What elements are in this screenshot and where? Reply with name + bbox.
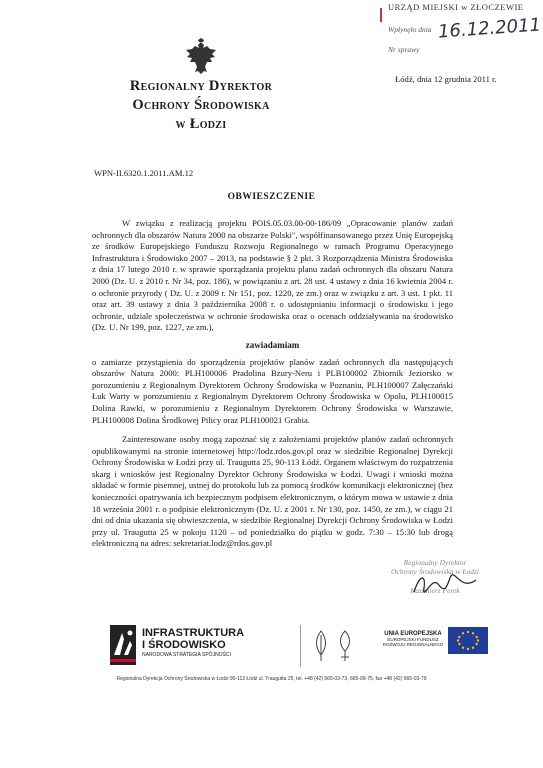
stamp-received-date: 16.12.2011 [437,14,542,43]
eu-line2: EUROPEJSKI FUNDUSZ [387,637,439,642]
logo1-line3: NARODOWA STRATEGIA SPÓJNOŚCI [142,652,231,658]
place-date: Łódź, dnia 12 grudnia 2011 r. [395,74,497,84]
stamp-office: URZĄD MIEJSKI w ZŁOCZEWIE [388,2,524,12]
stamp-bar [380,8,382,22]
document-body [92,218,453,550]
leaf-emblem-icon [313,629,329,665]
reference-number: WPN-II.6320.1.2011.AM.12 [94,168,194,178]
environment-fund-emblem-icon [336,629,354,665]
paragraph-legal-basis: W związku z realizacją projektu POIS.05.03.00-00-186/09 „Opracowanie planów zadań ochronnych dla obszarów Natura 2000 na obszarze Polski", współfinansowanego przez Unię Europejską ze środków Europejskiego Funduszu Rozwoju Regionalnego w ramach Programu Operacyjnego Infrastruktura i Środowisko 2007 – 2013, na podstawie § 2 pkt. 3 Rozporządzenia Ministra Środowiska z dnia 17 lutego 2010 r. w sprawie sporządzania projektu planu zadań ochronnych dla obszaru Natura 2000 (Dz. U. z 2010 r. Nr 34, poz. 186), w powiązaniu z art. 28 ust. 4 ustawy z dnia 16 kwietnia 2004 r. o ochronie przyrody ( Dz. U. z 2009 r. Nr 151, poz. 1220, ze zm.) oraz w związku z art. 3 ust. 1 pkt. 11 oraz art. 39 ustawy z dnia 3 października 2008 r. o udostępnianiu informacji o środowisku i jego ochronie, udziale społeczeństwa w ochronie środowiska oraz o ocenach oddziaływania na środowisko (Dz. U. Nr 199, poz. 1227, ze zm.), [92,218,453,333]
logo1-line1: INFRASTRUKTURA [142,627,245,639]
received-stamp [378,0,542,62]
stamp-received-label: Wpłynęło dnia [388,25,432,34]
document-title: OBWIESZCZENIE [227,192,316,202]
signature-line2: Ochrony Środowiska w Łodzi [391,567,479,576]
handwritten-signature-icon [410,570,480,598]
logo1-line2: I ŚRODOWISKO [142,639,226,651]
notice-word: zawiadamiam [245,339,300,350]
eu-line3: ROZWOJU REGIONALNEGO [382,642,444,647]
authority-line1: Regionalny Dyrektor [129,78,273,94]
footer-logos [110,623,520,671]
authority-line2: Ochrony Środowiska [132,97,270,113]
footer-address: Regionalna Dyrekcja Ochrony Środowiska w Łodzi 90-113 Łódź ul. Traugutta 25, tel. +48 (42) 665-03-73, 665-09-75, fax +48 (42) 665-03-79 [116,676,427,682]
eagle-emblem-icon [184,38,218,76]
signature-line3: Kazimierz Perek [410,586,460,595]
logo-divider [300,625,301,667]
eu-flag-icon [448,627,488,654]
stamp-case-label: Nr sprawy [388,45,420,54]
signature-stamp [380,558,490,606]
eu-line1: UNIA EUROPEJSKA [384,631,442,637]
paragraph-consultation: Zainteresowane osoby mogą zapoznać się z założeniami projektów planów zadań ochronnych opublikowanymi na stronie internetowej http://lodz.rdos.gov.pl oraz w siedzibie Regionalnej Dyrekcji Ochrony Środowiska w Łodzi przy ul. Traugutta 25, 90-113 Łódź. Organem właściwym do rozpatrzenia skarg i wniosków jest Regionalny Dyrektor Ochrony Środowiska w Łodzi. Uwagi i wnioski można składać w formie pisemnej, ustnej do protokołu lub za pomocą środków komunikacji elektronicznej (bez konieczności opatrywania ich bezpiecznym podpisem elektronicznym, o którym mowa w ustawie z dnia 18 września 2001 r. o podpisie elektronicznym (Dz. U. z 2001 r. Nr 130, poz. 1450, ze zm.), w ciągu 21 dni od dnia ukazania się obwieszczenia, w siedzibie Regionalnej Dyrekcji Ochrony Środowiska w Łodzi przy ul. Traugutta 25 w pokoju 1120 – od poniedziałku do piątku w godz. 7:30 – 15:30 lub drogą elektroniczną na adres: sekretariat.lodz@rdos.gov.pl [92,434,453,549]
signature-line1: Regionalny Dyrektor [403,558,467,567]
authority-line3: w Łodzi [175,116,227,132]
paragraph-areas: o zamiarze przystąpienia do sporządzenia projektów planów zadań ochronnych dla następujących obszarów Natura 2000: PLH100006 Pradolina Bzury-Neru i PLB100002 Zbiornik Jeziorsko w porozumieniu z Regionalnym Dyrektorem Ochrony Środowiska w Poznaniu, PLH100007 Załęczański Łuk Warty w porozumieniu z Regionalnym Dyrektorem Ochrony Środowiska w Opolu, PLH100015 Dolina Rawki, w porozumieniu z Regionalnym Dyrektorem Ochrony Środowiska w Warszawie, PLH100008 Dolina Środkowej Pilicy oraz PLH100021 Grabia. [92,356,453,425]
infrastructure-logo-icon [110,625,136,665]
